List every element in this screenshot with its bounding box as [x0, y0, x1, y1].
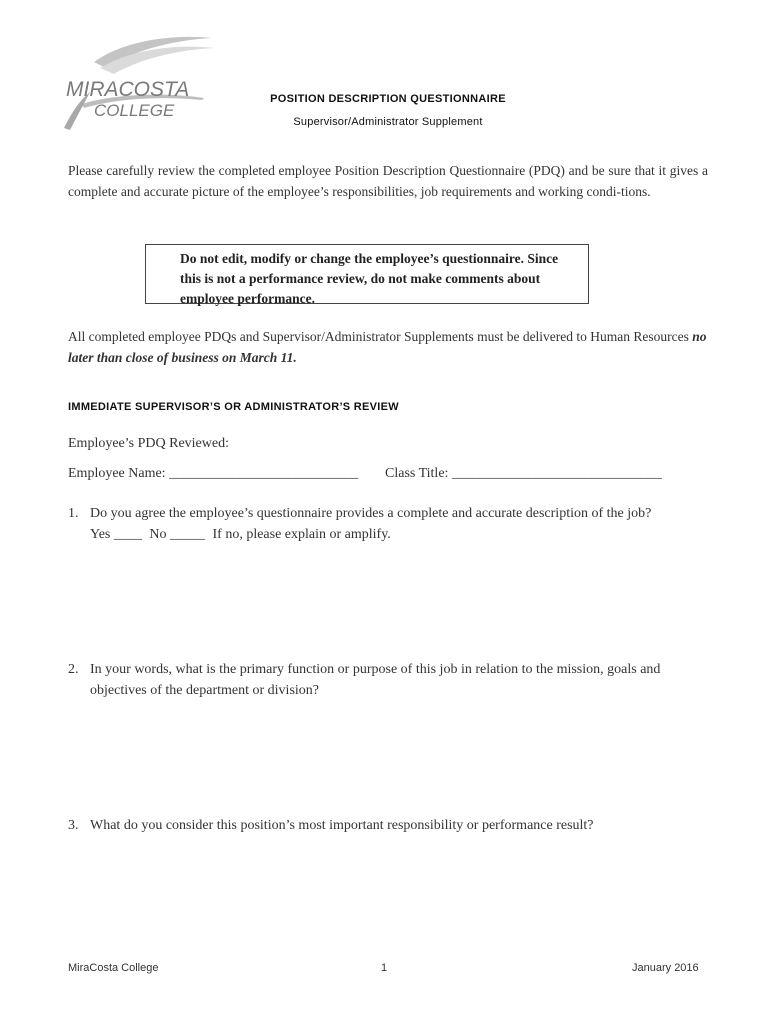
section-heading: IMMEDIATE SUPERVISOR’S OR ADMINISTRATOR’S REVIEW [68, 401, 399, 413]
deadline-text: All completed employee PDQs and Supervisor/Administrator Supplements must be delivered to Human Resources [68, 329, 693, 344]
no-field[interactable]: No _____ [149, 527, 205, 542]
document-title: POSITION DESCRIPTION QUESTIONNAIRE [270, 93, 506, 105]
class-title-field[interactable]: Class Title: ______________________________ [385, 466, 662, 481]
logo-line2: COLLEGE [94, 101, 175, 120]
question-number: 2. [68, 662, 79, 677]
explain-prompt: If no, please explain or amplify. [212, 527, 391, 542]
footer-org: MiraCosta College [68, 962, 159, 974]
notice-text: Do not edit, modify or change the employee’s questionnaire. Since this is not a performance review, do not make comments about employee performance. [180, 251, 559, 306]
notice-box [145, 244, 589, 304]
question-text: In your words, what is the primary function or purpose of this job in relation to the mission, goals and objectives of the department or division? [90, 662, 661, 698]
deadline-emphasis: no later than close of business on March 11. [68, 329, 707, 365]
deadline-paragraph [68, 326, 708, 368]
question-2 [68, 659, 708, 701]
employee-name-field[interactable]: Employee Name: ___________________________ [68, 466, 359, 481]
question-text: What do you consider this position’s most important responsibility or performance result? [90, 818, 594, 833]
question-text: Do you agree the employee’s questionnaire provides a complete and accurate description of the job? [90, 506, 652, 521]
question-number: 3. [68, 818, 79, 833]
question-1-answer [90, 524, 708, 545]
pdq-reviewed-label: Employee’s PDQ Reviewed: [68, 436, 229, 451]
yes-field[interactable]: Yes ____ [90, 527, 142, 542]
logo-line1: MIRACOSTA [66, 78, 190, 101]
footer-date: January 2016 [632, 962, 699, 974]
logo-swoosh-icon [54, 34, 224, 134]
footer-page-number: 1 [381, 962, 388, 974]
miracosta-college-logo [54, 34, 224, 134]
question-number: 1. [68, 506, 79, 521]
intro-paragraph: Please carefully review the completed employee Position Description Questionnaire (PDQ) and be sure that it gives a complete and accurate picture of the employee’s responsibilities, job requirements and working condi-tions. [68, 163, 708, 199]
question-1 [68, 503, 708, 545]
question-3 [68, 815, 708, 836]
document-subtitle: Supervisor/Administrator Supplement [293, 116, 483, 128]
